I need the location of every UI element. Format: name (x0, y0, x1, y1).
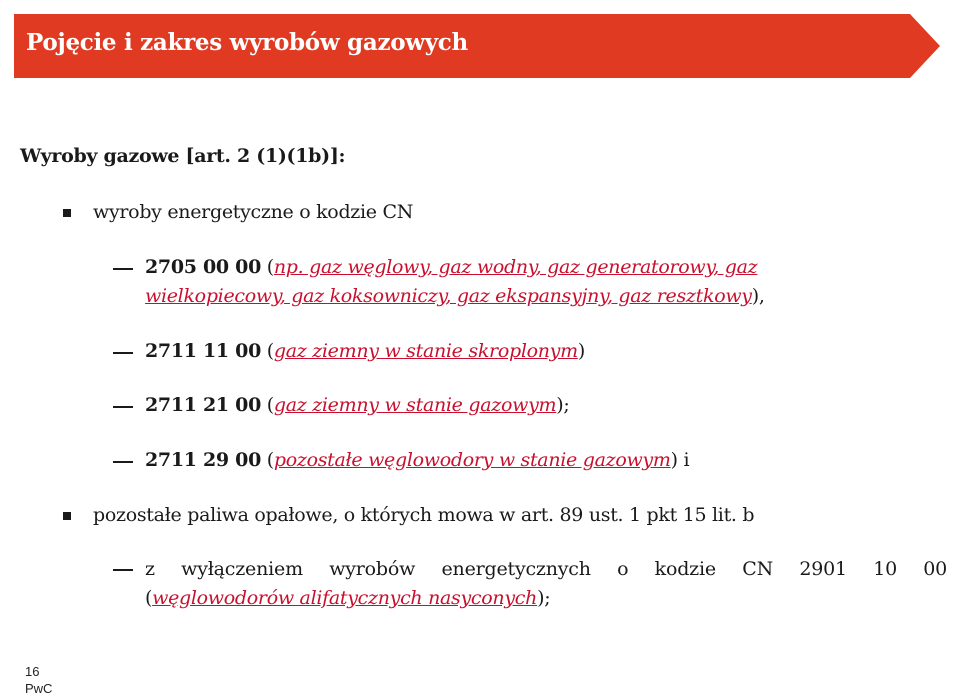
sub-item-line (145, 584, 550, 612)
dash-bullet-icon (113, 461, 133, 463)
sub-item-line (145, 337, 585, 365)
bullet-text: wyroby energetyczne o kodzie CN (93, 201, 414, 223)
cn-code: 2711 29 00 (145, 449, 261, 471)
item-link[interactable]: węglowodorów alifatycznych nasyconych (152, 587, 538, 609)
section-heading: Wyroby gazowe [art. 2 (1)(1b)]: (20, 145, 346, 167)
cn-code: 2705 00 00 (145, 256, 261, 278)
paren: ( (261, 256, 274, 278)
slide-title: Pojęcie i zakres wyrobów gazowych (26, 29, 468, 56)
sub-item-line (145, 282, 765, 310)
square-bullet-icon (63, 512, 71, 520)
dash-bullet-icon (113, 569, 133, 571)
item-link[interactable]: gaz ziemny w stanie gazowym (273, 394, 557, 416)
dash-bullet-icon (113, 352, 133, 354)
sub-item-line (145, 446, 689, 474)
paren: ( (261, 340, 274, 362)
bullet-text: pozostałe paliwa opałowe, o których mowa w art. 89 ust. 1 pkt 15 lit. b (93, 504, 755, 526)
paren: ), (751, 285, 765, 307)
brand-label: PwC (25, 681, 53, 696)
dash-bullet-icon (113, 268, 133, 270)
square-bullet-icon (63, 209, 71, 217)
item-link[interactable]: pozostałe węglowodory w stanie gazowym (273, 449, 671, 471)
paren: ( (145, 587, 153, 609)
dash-bullet-icon (113, 406, 133, 408)
cn-code: 2711 21 00 (145, 394, 261, 416)
page-number: 16 (25, 664, 40, 679)
sub-item-line-justified: z wyłączeniem wyrobów energetycznych o kodzie CN 2901 10 00 (145, 558, 948, 580)
cn-code: 2711 11 00 (145, 340, 261, 362)
paren: ) i (670, 449, 690, 471)
paren: ( (261, 449, 274, 471)
sub-item-line (145, 391, 569, 419)
paren: ); (537, 587, 551, 609)
title-banner (14, 14, 940, 78)
item-link[interactable]: wielkopiecowy, gaz koksowniczy, gaz ekspansyjny, gaz resztkowy (145, 285, 752, 307)
paren: ) (577, 340, 585, 362)
paren: ); (556, 394, 570, 416)
paren: ( (261, 394, 274, 416)
item-link[interactable]: np. gaz węglowy, gaz wodny, gaz generatorowy, gaz (273, 256, 758, 278)
item-link[interactable]: gaz ziemny w stanie skroplonym (273, 340, 578, 362)
sub-item-line (145, 253, 757, 281)
